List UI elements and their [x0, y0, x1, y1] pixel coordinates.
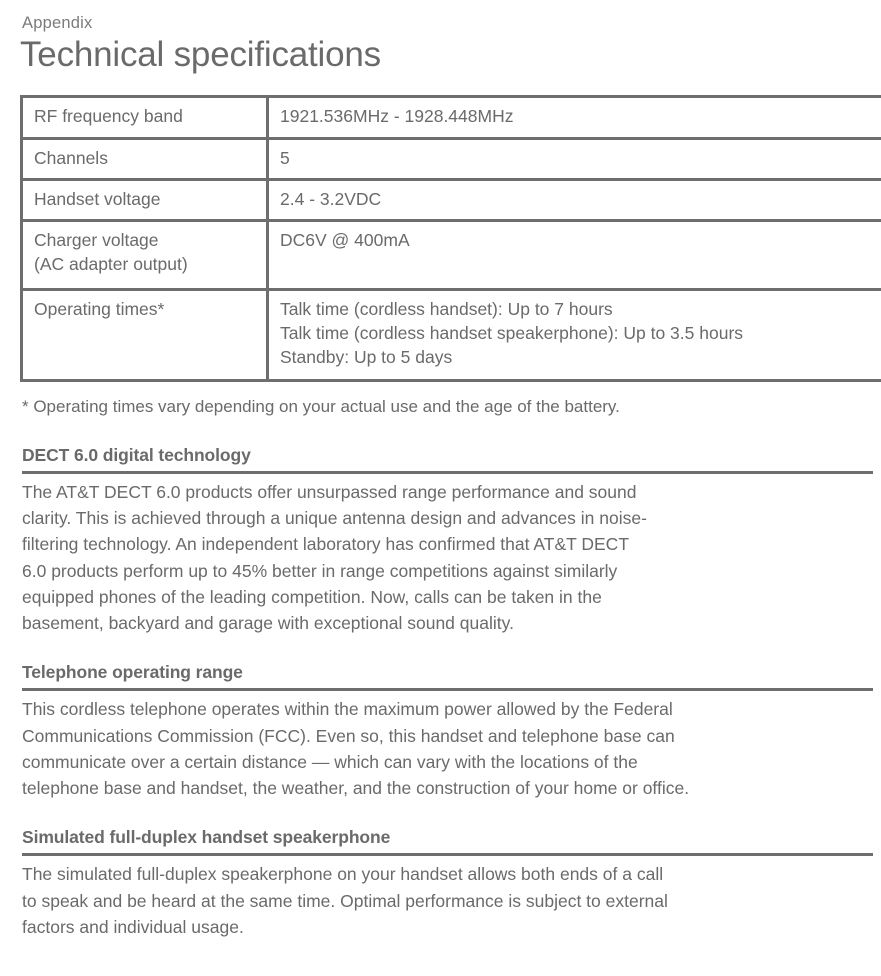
section-body: [22, 696, 873, 801]
section-body: [22, 479, 873, 637]
spec-label-rf-frequency-band: RF frequency band: [22, 97, 268, 138]
section-heading: DECT 6.0 digital technology: [22, 445, 867, 466]
body-line: The simulated full-duplex speakerphone on your handset allows both ends of a call: [22, 861, 873, 887]
section-body: [22, 861, 873, 940]
spec-value-operating-times: [268, 289, 881, 380]
spec-label-line: Charger voltage: [34, 228, 256, 252]
spec-value-handset-voltage: 2.4 - 3.2VDC: [268, 179, 881, 220]
section-heading: Simulated full-duplex handset speakerphone: [22, 827, 867, 848]
spec-label-line: (AC adapter output): [34, 252, 256, 276]
body-line: equipped phones of the leading competition. Now, calls can be taken in the: [22, 584, 873, 610]
body-line: This cordless telephone operates within the maximum power allowed by the Federal: [22, 696, 873, 722]
body-line: The AT&T DECT 6.0 products offer unsurpassed range performance and sound: [22, 479, 873, 505]
section-telephone-operating-range: [22, 662, 867, 801]
spec-value-charger-voltage: DC6V @ 400mA: [268, 220, 881, 289]
technical-specifications-page: [0, 14, 881, 976]
spec-value-rf-frequency-band: 1921.536MHz - 1928.448MHz: [268, 97, 881, 138]
spec-value-line: Talk time (cordless handset): Up to 7 hours: [280, 297, 881, 321]
spec-label-channels: Channels: [22, 138, 268, 179]
body-line: factors and individual usage.: [22, 914, 873, 940]
section-heading: Telephone operating range: [22, 662, 867, 683]
body-line: clarity. This is achieved through a unique antenna design and advances in noise-: [22, 505, 873, 531]
spec-value-line: Talk time (cordless handset speakerphone): Up to 3.5 hours: [280, 321, 881, 345]
body-line: telephone base and handset, the weather, and the construction of your home or office.: [22, 775, 873, 801]
body-line: filtering technology. An independent laboratory has confirmed that AT&T DECT: [22, 531, 873, 557]
spec-value-line: Standby: Up to 5 days: [280, 345, 881, 369]
table-row: [22, 220, 881, 289]
section-simulated-full-duplex-speakerphone: [22, 827, 867, 940]
operating-times-footnote: * Operating times vary depending on your actual use and the age of the battery.: [22, 396, 867, 419]
specifications-table: [20, 95, 881, 381]
body-line: basement, backyard and garage with exceptional sound quality.: [22, 610, 873, 636]
appendix-eyebrow: Appendix: [22, 14, 867, 32]
table-row: [22, 289, 881, 380]
body-line: to speak and be heard at the same time. Optimal performance is subject to external: [22, 888, 873, 914]
section-divider: [22, 471, 873, 474]
spec-label-operating-times: Operating times*: [22, 289, 268, 380]
section-dect-technology: [22, 445, 867, 637]
table-row: [22, 179, 881, 220]
section-divider: [22, 853, 873, 856]
body-line: 6.0 products perform up to 45% better in range competitions against similarly: [22, 558, 873, 584]
spec-label-charger-voltage: [22, 220, 268, 289]
table-row: [22, 97, 881, 138]
page-title: Technical specifications: [20, 34, 867, 75]
table-row: [22, 138, 881, 179]
spec-label-handset-voltage: Handset voltage: [22, 179, 268, 220]
section-divider: [22, 688, 873, 691]
body-line: communicate over a certain distance — which can vary with the locations of the: [22, 749, 873, 775]
spec-value-channels: 5: [268, 138, 881, 179]
body-line: Communications Commission (FCC). Even so, this handset and telephone base can: [22, 723, 873, 749]
